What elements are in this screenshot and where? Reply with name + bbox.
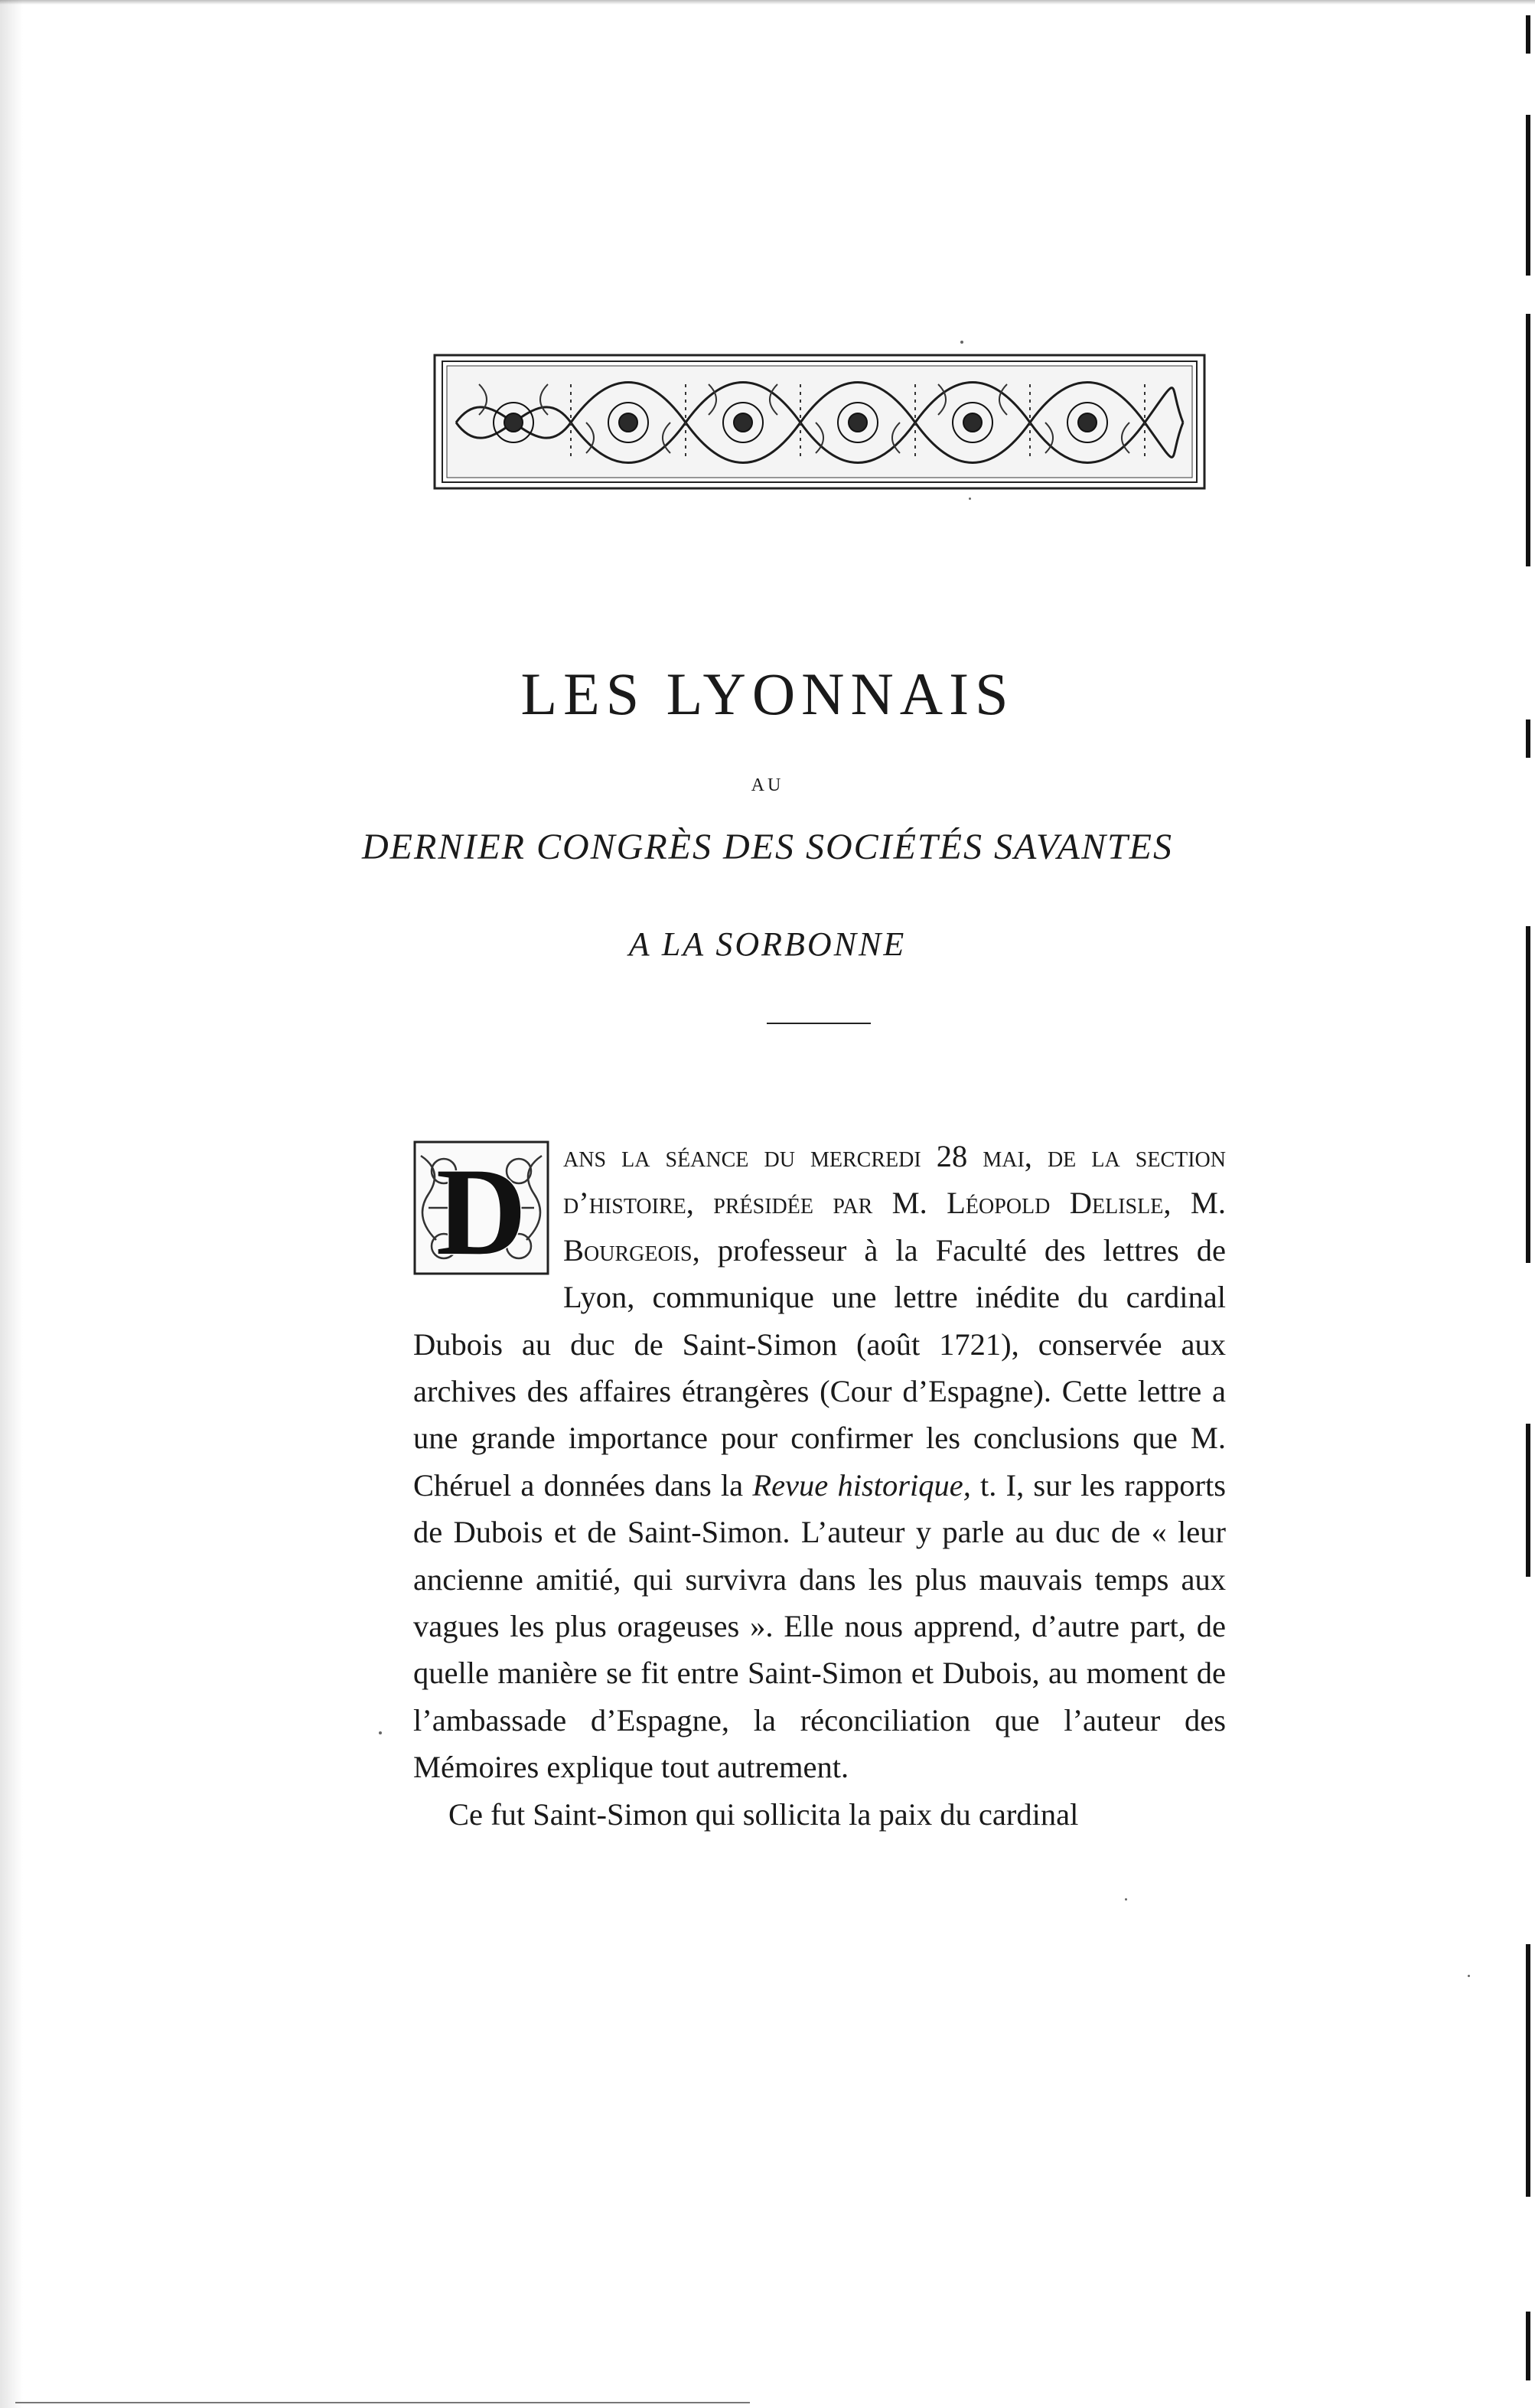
- dropcap-letter: D: [435, 1143, 527, 1275]
- subtitle-congres: DERNIER CONGRÈS DES SOCIÉTÉS SAVANTES: [362, 827, 1173, 867]
- journal-title-italic: Revue historique,: [752, 1467, 971, 1503]
- article-title: LES LYONNAIS: [520, 661, 1015, 727]
- paragraph-1-text-a: , professeur à la Faculté des lettres de Lyon, communique une lettre inédite du cardinal Dubois au duc de Saint-Simon (août 1721), conservée aux archives des affaires étrangères (Cour d’Espagne). Cette lettre a une grande importance pour confirmer les conclusions que M. Chéruel a données dans la: [413, 1232, 1226, 1503]
- paragraph-1-opening: ans la séance du mercredi 28 mai, de la section d’histoire, présidée par M. Léopold Delisle, M.: [563, 1139, 1226, 1221]
- paper-speck: [379, 1731, 382, 1734]
- subtitle-au: AU: [751, 775, 784, 795]
- paragraph-1: [413, 1133, 1226, 1791]
- page-top-edge: [0, 0, 1535, 5]
- paper-speck: [960, 341, 963, 344]
- subtitle-sorbonne: A LA SORBONNE: [628, 925, 907, 963]
- page-right-edge: [1515, 0, 1535, 2408]
- paper-speck: [969, 498, 971, 500]
- name-bourgeois: Bourgeois: [563, 1232, 693, 1268]
- paragraph-2: Ce fut Saint-Simon qui sollicita la paix du cardinal: [448, 1796, 1079, 1832]
- paragraph-1-text-b: t. I, sur les rapports de Dubois et de Saint-Simon. L’auteur y parle au duc de « leur ancienne amitié, qui survivra dans les plus mauvais temps aux vagues les plus orageuses ». Elle nous apprend, d’autre part, de quelle manière se fit entre Saint-Simon et Dubois, au moment de l’ambassade d’Espagne, la réconciliation que l’auteur des Mémoires explique tout autrement.: [413, 1467, 1227, 1785]
- page-left-edge-shadow: [0, 0, 23, 2408]
- page-bottom-edge: [15, 2402, 750, 2403]
- decorative-headpiece-ornament: [433, 354, 1206, 490]
- ornamental-dropcap: [413, 1140, 549, 1275]
- paper-speck: [1468, 1975, 1470, 1977]
- section-divider-rule: [767, 1023, 871, 1024]
- article-body: [413, 1133, 1226, 1838]
- paper-speck: [1125, 1898, 1127, 1901]
